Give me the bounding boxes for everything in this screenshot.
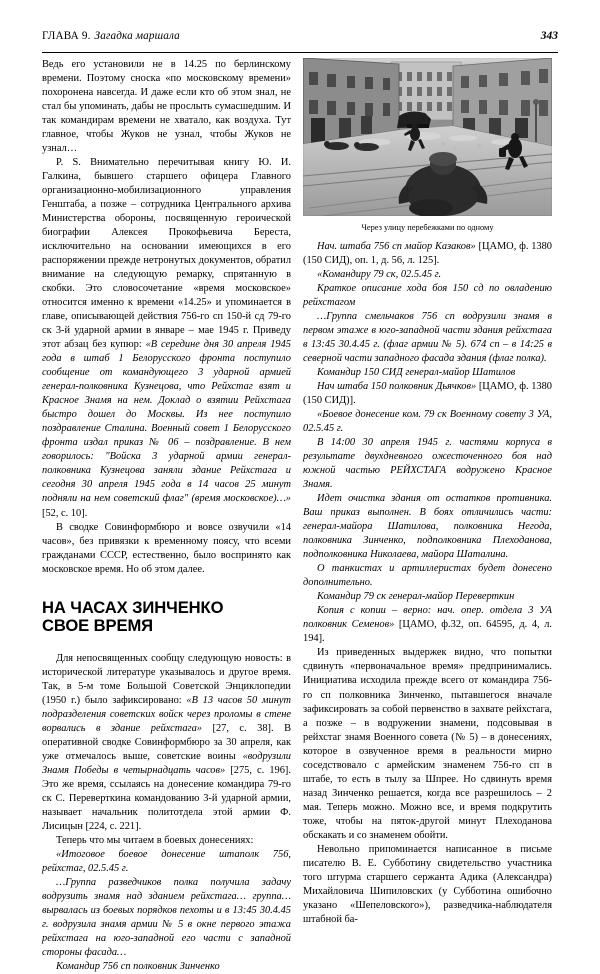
report-body: В 14:00 30 апреля 1945 г. частями корпуса в результате двухдневного ожесточенного боя над южной частью РЕЙХСТАГА водружено Красное Знамя. [303,437,552,491]
page-number: 343 [540,30,558,42]
paragraph-citation: [52, с. 10]. [42,507,88,519]
report-body: …Группа смельчаков 756 сп водрузили знамя в первом этаже в юго-западной части здания рейхстага в 13:45 30.4.45 г. (флаг армии № 5). 674 сп – в 14:25 в северной части западного фасада здания (флаг полка). [303,311,552,365]
report-signature: Нач. штаба 756 сп майор Казаков» [317,241,476,252]
paragraph [303,240,552,268]
paragraph [42,156,291,520]
quote-bse: «В 13 часов 50 минут подразделения советских войск через проломы в стене ворвались в здание рейхстага» [42,694,291,734]
running-head-left [42,30,180,42]
paragraph: В сводке Совинформбюро и вовсе озвучили «14 часов», без привязки к временному поясу, что всеми гражданами СССР, естественно, было воспринято как московское время. Но об этом далее. [42,521,291,575]
section-heading-line-2: СВОЕ ВРЕМЯ [42,616,154,636]
quote-sovinform: «водрузили Знамя Победы в четырнадцать часов» [42,750,291,776]
archive-citation: [ЦАМО, ф.32, оп. 64595, д. 4, л. 194]. [303,619,552,645]
right-column [303,58,552,927]
figure-caption: Через улицу перебежками по одному [361,223,494,232]
report-body: …Группа разведчиков полка получила задачу водрузить знамя над зданием рейхстага… группа… вырвалась из боевых порядков пехоты и в 13:45 30.4.45 г. водрузила знамя армии № 5 в окне первого этажа рейхстага на юго-западной его части с западной стороны фасада… [42,876,291,958]
report-title: «Итоговое боевое донесение штаполк 756, рейхстаг, 02.5.45 г. [42,848,291,874]
paragraph-text-cont: [27, с. 38]. В оперативной сводке Совинформбюро за 30 апреля, как уже отмечалось выше, советские воины [42,722,291,762]
report-signature: Командир 756 сп полковник Зинченко [56,960,220,972]
archive-citation: [ЦАМО, ф. 1380 (150 СИД), оп. 1, д. 56, л. 125]. [303,241,552,267]
report-signature: Командир 79 ск генерал-майор Переверткин [317,591,515,603]
report-header: «Боевое донесение ком. 79 ск Военному совету 3 УА, 02.5.45 г. [303,409,552,435]
report-body: О танкистах и артиллеристах будет донесено дополнительно. [303,563,552,589]
paragraph: Ведь его установили не в 14.25 по берлинскому времени. Поэтому сноска «по московскому времени» похоронена навсегда. И даже если кто об этом знал, не стал бы упоминать, дабы не прослыть сумасшедшим. И так командирам времени не хватало, как воздуха. Тут главное, чтобы Жуков не узнал, чтобы Жуков не узнал… [42,59,291,155]
section-heading [42,599,291,636]
paragraph: Из приведенных выдержек видно, что попытки сдвинуть «первоначальное время» предпринимались. Инициатива исходила прежде всего от командира 756-го сп полковника Зинченко, пытавшегося вначале зафиксировать за собой первенство в захвате рейхстага, а позже – в водружении знамени, подсовывая в рейхстаг знамя Военного совета (№ 5) – в донесениях, которое в озвученное время в реальности мирно соседствовало с армейским знаменем 756-го сп в штабе, то есть в тылу за Шпрее. Но сдвинуть время назад Зинченко решается, когда все разрешилось – 2 мая. Теперь можно. Можно все, и время подкрутить тоже, чтобы на пяток-другой минут Плеходанова обскакать и со знаменем обойти. [303,647,552,841]
paragraph [303,380,552,408]
report-body: Идет очистка здания от остатков противника. Ваш приказ выполнен. В боях отличились части: генерал-майора Шатилова, полковника Негода, полковника Зинченко, подполковника Плеходанова, подполковника Николаева, майора Шаталина. [303,493,552,561]
paragraph [42,652,291,834]
report-signature-2: Нач штаба 150 полковник Дьячков» [317,381,477,393]
paragraph: Теперь что мы читаем в боевых донесениях: [56,834,254,846]
section-heading-line-1: НА ЧАСАХ ЗИНЧЕНКО [42,597,224,617]
chapter-title: Загадка маршала [94,30,180,42]
left-column [42,58,291,974]
paragraph-text-end: [275, с. 196]. Это же время, ссылаясь на донесение командира 79-го ск С. Переверткина командованию 3-й ударной армии, называет начальник политотдела этой армии Ф. Лисицын [224, с. 221]. [42,764,291,832]
report-signature: Командир 150 СИД генерал-майор Шатилов [317,367,516,379]
paragraph [303,604,552,646]
wartime-street-crossing-photo [303,58,552,216]
paragraph: Невольно припоминается написанное в письме писателю В. Е. Субботину свидетельство участника того штурма старшего сержанта Адика (Александра) Михайловича Шипиловских (у Субботина ошибочно указано «Шепеловского»), разведчика-наблюдателя штабной ба- [303,843,552,925]
running-head [42,30,558,53]
figure [303,58,552,233]
paragraph-text: Для непосвященных сообщу следующую новость: в исторической литературе указывалось и другое время. Так, в 5-м томе Большой Советской Энциклопедии (1950 г.) было зафиксировано: [42,652,291,706]
photo-graphic [303,58,552,216]
chapter-label: ГЛАВА 9. [42,30,91,42]
paragraph-text: P. S. Внимательно перечитывая книгу Ю. И. Галкина, бывшего старшего офицера Главного организационно-мобилизационного управления Генштаба, а позже – сотрудника Центрального архива Министерства обороны, посвященную героической биографии Алексея Прокофьевича Береста, исключительно на основании имеющихся в его распоряжении прежде нетронутых документов, обратил внимание на следующую ремарку, спрятанную в скобки. Это словосочетание «время московское» относится именно к времени «14.25» и упоминается в главе, описывающей действия 756-го сп 150-й сд 79-го ск 3-й ударной армии в январе – мае 1945 г. Приведу этот абзац без купюр: [42,157,291,351]
report-header: «Командиру 79 ск, 02.5.45 г. [317,269,442,281]
report-copy-note: Копия с копии – верно: нач. опер. отдела 3 УА полковник Семенов» [303,605,552,631]
report-subtitle: Краткое описание хода боя 150 сд по овладению рейхстагом [303,283,552,309]
archive-citation: [ЦАМО, ф. 1380 (150 СИД)]. [303,381,552,407]
paragraph-quote-start: «В середине дня 30 апреля 1945 года в штаб 1 Белорусского фронта поступило сообщение от командующего 3 ударной армией генерал-полковника Кузнецова, что Рейхстаг взят и Красное Знамя на нем. Доклад о взятии Рейхстага быстро дошел до Москвы. Из нее поступило поздравление Сталина. Военный совет 1 Белорусского фронта издал приказ № 06 – поздравление. В нем говорилось: "Войска 3 ударной армии генерал-полковника Кузнецова заняли здание Рейхстага и сегодня 30 апреля 1945 года в 14 часов 25 минут подняли на нем советский флаг" (время московское)…» [42,339,291,505]
